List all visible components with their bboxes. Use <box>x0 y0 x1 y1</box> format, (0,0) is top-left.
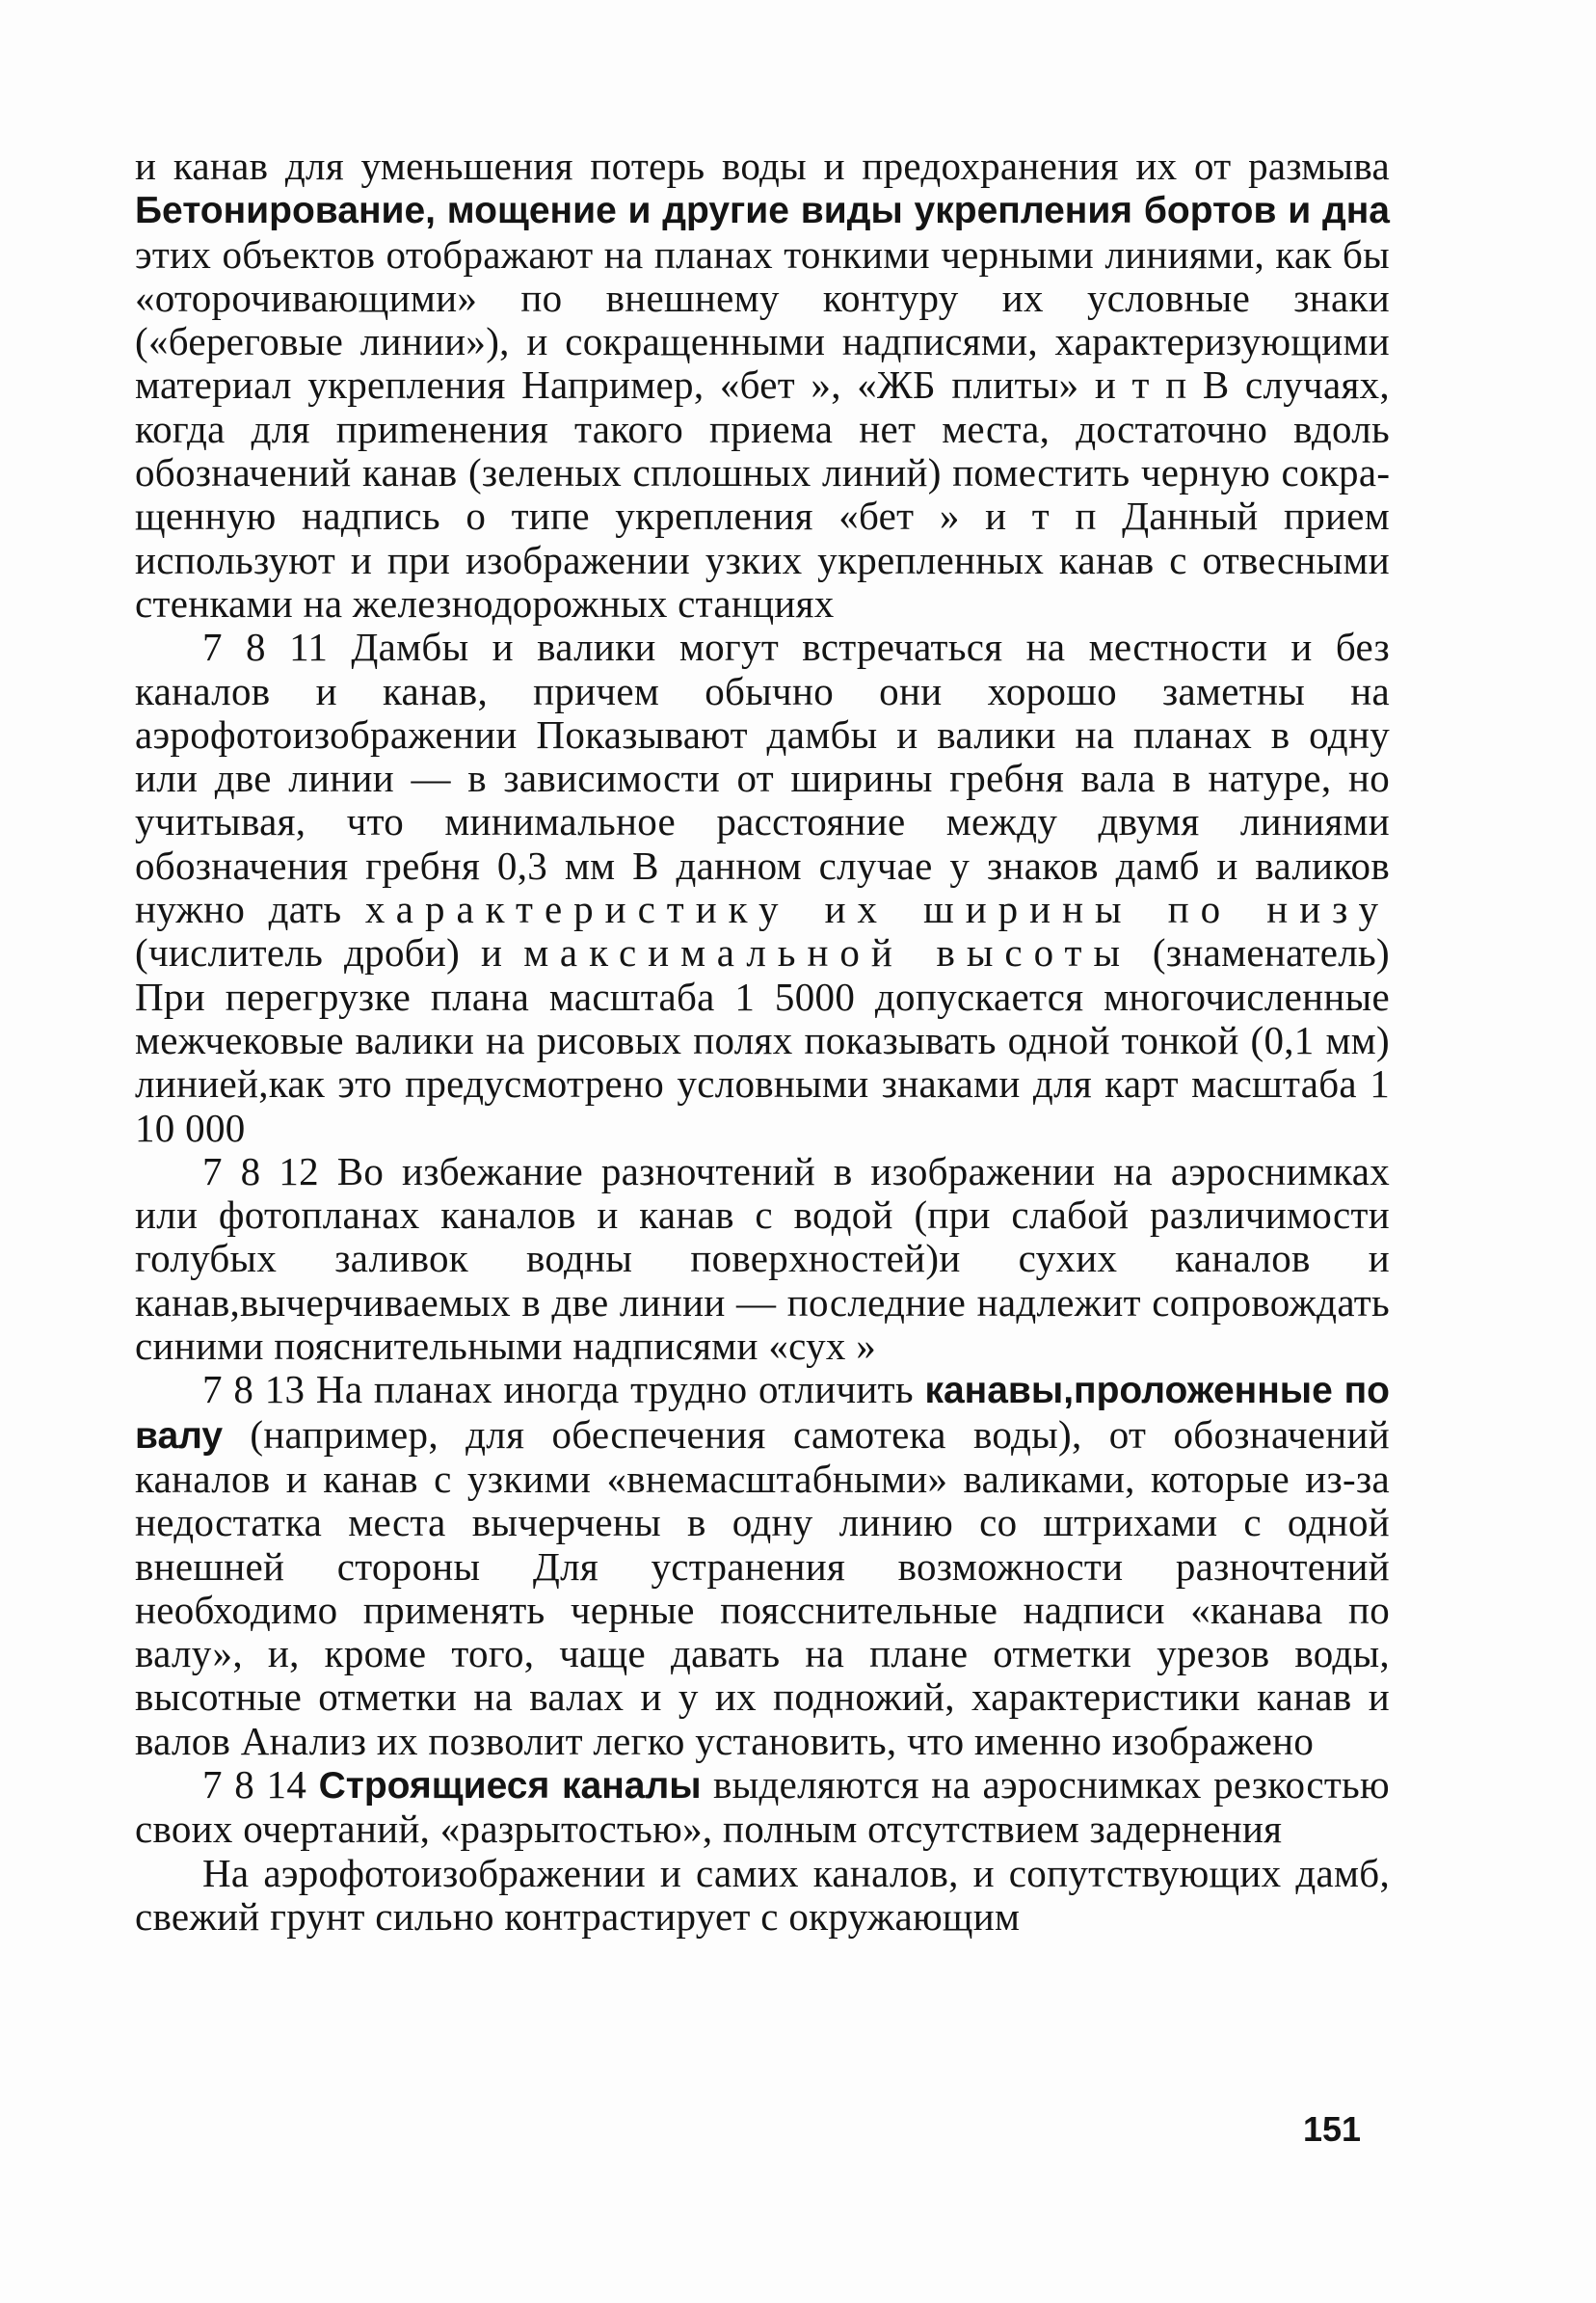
text-run: (знаменатель) При перегрузке плана масштаба 1 5000 допускается многочисленные межчековые валики на рисовых полях показывать одной тонкой (0,1 мм) линией,как это предусмотрено условными знаками для карт масштаба 1 10 000 <box>135 930 1390 1150</box>
paragraph <box>135 1763 1390 1852</box>
paragraph <box>135 626 1390 1150</box>
text-run: этих объектов отображают на планах тонкими черными линиями, как бы «оторочивающими» по внешнему контуру их условные знаки («береговые линии»), и сокращенными надписями, характеризующими материал укрепления Например, «бет », «ЖБ плиты» и т п В случаях, когда для приmенения такого приема нет места, достаточно вдоль обозначений канав (зеленых сплошных линий) поместить черную сокращенную надпись о типе укрепления «бет » и т п Данный прием используют и при изображении узких укрепленных канав с отвесными стенками на железнодорожных станциях <box>135 231 1390 626</box>
paragraph <box>135 1150 1390 1368</box>
text-run: выделяются на аэроснимках резкостью своих очертаний, «разрытостью», полным отсутствием задернения <box>135 1761 1390 1852</box>
paragraph <box>135 1852 1390 1940</box>
text-run: 7 8 13 На планах иногда трудно отличить <box>202 1367 925 1412</box>
page-number: 151 <box>1303 2109 1362 2149</box>
bold-term: Строящиеся каналы <box>318 1764 702 1807</box>
bold-term: канавы,проложенные по валу <box>135 1370 1390 1457</box>
spaced-emphasis: максимальной высоты <box>523 930 1132 976</box>
text-run: и канав для уменьшения потерь воды и предохранения их от размыва <box>135 144 1390 188</box>
text-run: 7 8 11 Дамбы и валики могут встречаться на местности и без каналов и канав, причем обычно они хорошо заметны на аэрофотоизображении Показывают дамбы и валики на планах в одну или две линии — в зависимости от ширины гребня вала в натуре, но учитывая, что минимальное расстояние между двумя линиями обозначения гребня 0,3 мм В данном случае у знаков дамб и валиков нужно дать <box>135 625 1390 932</box>
bold-term: Бетонирование, мощение и другие виды укрепления бортов и дна <box>135 190 1390 232</box>
paragraph <box>135 145 1390 626</box>
text-run: (числитель дроби) и <box>135 930 524 976</box>
spaced-emphasis: характеристику их ширины по низу <box>364 887 1390 932</box>
text-run: На аэрофотоизображении и самих каналов, и сопутствующих дамб, свежий грунт сильно контрастирует с окружающим <box>135 1850 1390 1939</box>
text-run: (например, для обеспечения самотека воды), от обозначений каналов и канав с узкими «внемасштабными» валиками, которые из-за недостатка места вычерчены в одну линию со штрихами с одной внешней стороны Для устранения возможности разночтений необходимо применять черные поясснительные надписи «канава по валу», и, кроме того, чаще давать на плане отметки урезов воды, высотные отметки на валах и у их подножий, характеристики канав и валов Анализ их позволит легко установить, что именно изображено <box>135 1411 1390 1763</box>
text-run: 7 8 14 <box>202 1761 319 1807</box>
body-text <box>135 145 1390 1939</box>
text-run: 7 8 12 Во избежание разночтений в изображении на аэроснимках или фотопланах каналов и канав с водой (при слабой различимости голубых заливок водны поверхностей)и сухих каналов и канав,вычерчиваемых в две линии — последние надлежит сопровождать синими пояснительными надписями «сух » <box>135 1148 1390 1369</box>
paragraph <box>135 1368 1390 1763</box>
